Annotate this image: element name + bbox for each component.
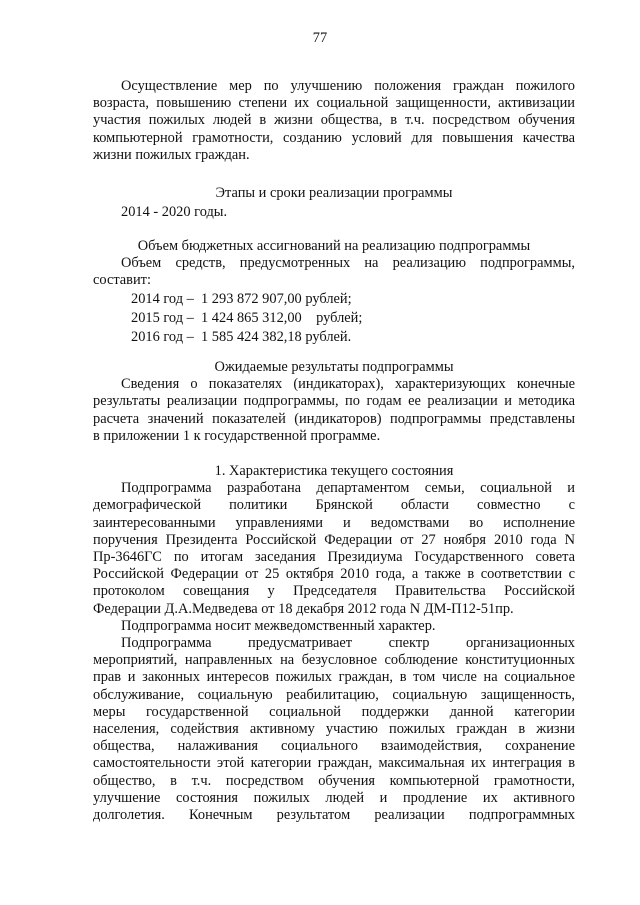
text-line: в приложении 1 к государственной программе.	[93, 427, 381, 444]
text-line: Подпрограмма разработана департаментом семьи, социальной и	[121, 480, 575, 497]
text-line: Российской Федерации от 25 октября 2010 года, а также в соответствии с	[93, 566, 575, 583]
text-line: прав и законных интересов пожилых граждан, в том числе на социальное	[93, 669, 575, 686]
section-1-paragraph-1	[93, 480, 575, 618]
text-line: протоколом совещания у Председателя Правительства Российской	[93, 583, 575, 600]
intro-paragraph	[93, 78, 575, 164]
text-line: поручения Президента Российской Федерации от 27 ноября 2010 года N	[93, 531, 575, 548]
text-line: компьютерной грамотности, созданию условий для повышения качества	[93, 129, 575, 146]
stages-years: 2014 - 2020 годы.	[121, 204, 228, 221]
text-line: заинтересованными управлениями и ведомствами во исполнение	[93, 514, 575, 531]
text-line: общества, налаживания социального взаимодействия, сохранение	[93, 738, 575, 755]
text-line: Федерации Д.А.Медведева от 18 декабря 2012 года N ДМ-П12-51пр.	[93, 600, 514, 617]
text-line: населения, содействия активному участию пожилых граждан в жизни	[93, 721, 575, 738]
text-line: Подпрограмма предусматривает спектр организационных	[121, 635, 575, 652]
text-line: Осуществление мер по улучшению положения граждан пожилого	[121, 78, 575, 94]
budget-item-2015: 2015 год – 1 424 865 312,00 рублей;	[131, 309, 363, 326]
results-heading: Ожидаемые результаты подпрограммы	[214, 359, 454, 375]
text-line: Объем средств, предусмотренных на реализацию подпрограммы,	[121, 255, 575, 272]
text-line: меры государственной социальной поддержки данной категории	[93, 703, 575, 720]
stages-heading: Этапы и сроки реализации программы	[215, 185, 453, 201]
text-line: Пр-3646ГС по итогам заседания Президиума Государственного совета	[93, 549, 575, 566]
page-number: 77	[312, 30, 328, 46]
text-line: долголетия. Конечным результатом реализации подпрограммных	[93, 807, 575, 824]
section-1-heading: 1. Характеристика текущего состояния	[214, 463, 454, 479]
text-line: расчета значений показателей (индикаторов) подпрограммы представлены	[93, 410, 575, 427]
budget-item-2014: 2014 год – 1 293 872 907,00 рублей;	[131, 290, 352, 307]
section-1-paragraph-2: Подпрограмма носит межведомственный характер.	[121, 617, 436, 634]
text-line: обслуживание, социальную реабилитацию, социальную защищенность,	[93, 686, 575, 703]
section-1-paragraph-3	[93, 635, 575, 824]
budget-section	[93, 238, 575, 346]
text-line: жизни пожилых граждан.	[93, 146, 250, 163]
text-line: общество, в т.ч. посредством обучения компьютерной грамотности,	[93, 772, 575, 789]
stages-section	[93, 185, 575, 221]
text-line: самостоятельности этой категории граждан, максимальная их интеграция в	[93, 755, 575, 772]
text-line: составит:	[93, 272, 151, 289]
text-line: Сведения о показателях (индикаторах), характеризующих конечные	[121, 376, 575, 393]
text-line: улучшение состояния пожилых людей и продление их активного	[93, 789, 575, 806]
text-line: участия пожилых людей в жизни общества, в т.ч. посредством обучения	[93, 112, 575, 129]
section-1	[93, 463, 575, 824]
budget-heading: Объем бюджетных ассигнований на реализацию подпрограммы	[137, 238, 531, 254]
results-section	[93, 359, 575, 445]
budget-item-2016: 2016 год – 1 585 424 382,18 рублей.	[131, 329, 352, 346]
text-line: возраста, повышению степени их социальной защищенности, активизации	[93, 95, 575, 112]
text-line: мероприятий, направленных на безусловное соблюдение конституционных	[93, 652, 575, 669]
text-line: результаты реализации подпрограммы, по годам ее реализации и методика	[93, 393, 575, 410]
text-line: демографической политики Брянской области совместно с	[93, 497, 575, 514]
